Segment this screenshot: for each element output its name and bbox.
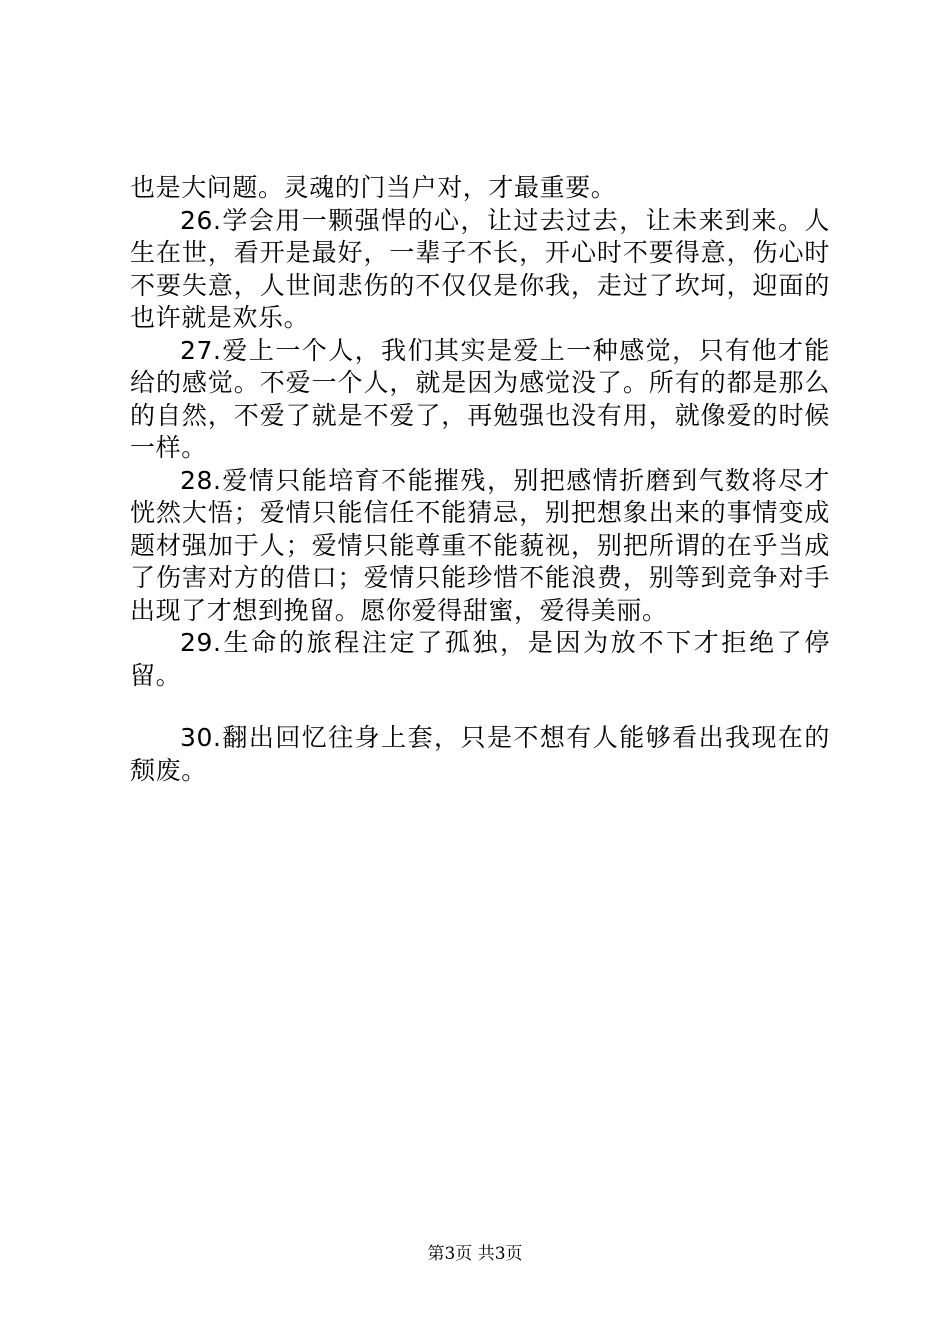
- paragraph-30: 30.翻出回忆往身上套，只是不想有人能够看出我现在的颓废。: [130, 723, 830, 785]
- page-number-label: 第3页 共3页: [427, 1244, 523, 1264]
- paragraph-29: 29.生命的旅程注定了孤独，是因为放不下才拒绝了停留。: [130, 628, 830, 690]
- paragraph-27: 27.爱上一个人，我们其实是爱上一种感觉，只有他才能给的感觉。不爱一个人，就是因为感觉没了。所有的都是那么的自然，不爱了就是不爱了，再勉强也没有用，就像爱的时候一样。: [130, 335, 830, 462]
- paragraph-continuation: 也是大问题。灵魂的门当户对，才最重要。: [130, 173, 617, 202]
- paragraph-26: 26.学会用一颗强悍的心，让过去过去，让未来到来。人生在世，看开是最好，一辈子不长，开心时不要得意，伤心时不要失意，人世间悲伤的不仅仅是你我，走过了坎坷，迎面的也许就是欢乐。: [130, 205, 830, 332]
- paragraph-28: 28.爱情只能培育不能摧残，别把感情折磨到气数将尽才恍然大悟；爱情只能信任不能猜忌，别把想象出来的事情变成题材强加于人；爱情只能尊重不能藐视，别把所谓的在乎当成了伤害对方的借口；爱情只能珍惜不能浪费，别等到竞争对手出现了才想到挽留。愿你爱得甜蜜，爱得美丽。: [130, 465, 830, 625]
- page-footer: [0, 1243, 950, 1265]
- document-body: [130, 172, 830, 787]
